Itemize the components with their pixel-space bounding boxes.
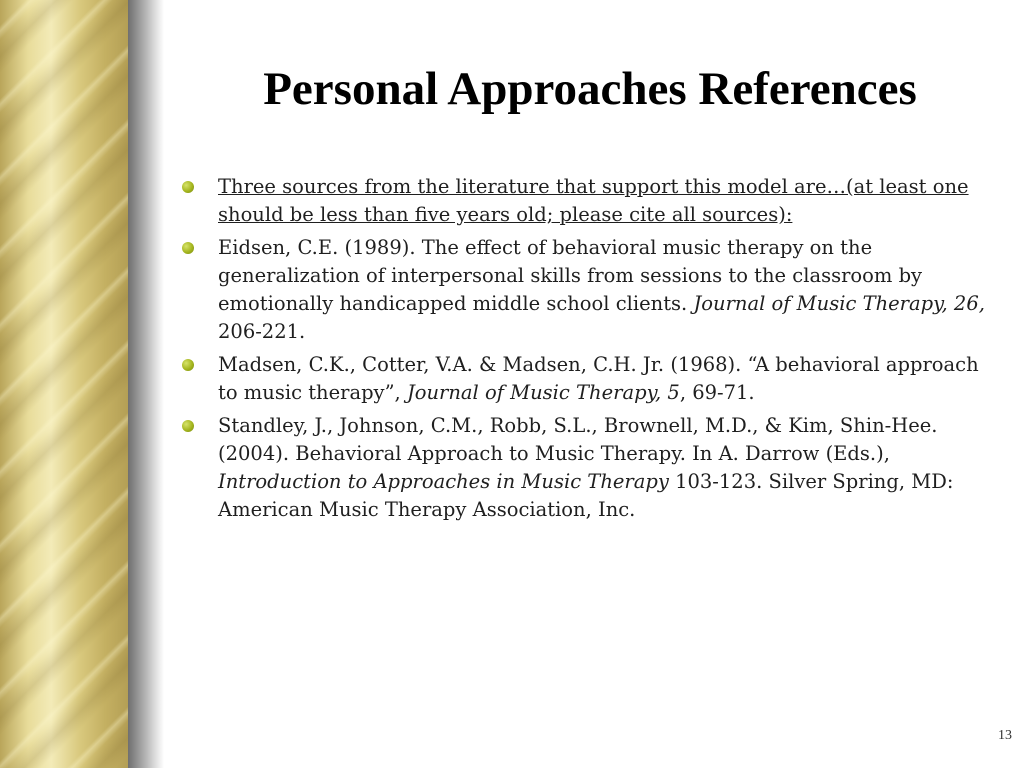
bullet-dot-icon [182,181,194,193]
reference-book-title: Introduction to Approaches in Music Therapy [218,470,669,493]
reference-publisher: 103-123. Silver Spring, MD: American Music Therapy Association, Inc. [218,470,954,521]
reference-list [182,173,997,529]
list-item-intro [182,173,997,229]
reference-text: Eidsen, C.E. (1989). The effect of behavioral music therapy on the generalization of interpersonal skills from sessions to the classroom by emotionally handicapped middle school clients. [218,236,923,315]
bullet-dot-icon [182,359,194,371]
reference-text: Madsen, C.K., Cotter, V.A. & Madsen, C.H. Jr. (1968). “A behavioral approach to music therapy”, [218,353,979,404]
bullet-dot-icon [182,242,194,254]
reference-pages: , 69-71. [679,381,755,404]
reference-pages: 206-221. [218,320,306,343]
page-number: 13 [998,728,1012,743]
decorative-gold-sidebar [0,0,128,768]
reference-text: Standley, J., Johnson, C.M., Robb, S.L., Brownell, M.D., & Kim, Shin-Hee. (2004). Behavioral Approach to Music Therapy. In A. Darrow (Eds.), [218,414,938,465]
sidebar-shadow [128,0,164,768]
list-item-reference-madsen [182,351,997,407]
bullet-dot-icon [182,420,194,432]
list-item-reference-eidsen [182,234,997,346]
reference-journal: Journal of Music Therapy, 5 [406,381,680,404]
list-item-reference-standley [182,412,997,524]
reference-journal: Journal of Music Therapy, 26, [693,292,985,315]
slide-title: Personal Approaches References [263,63,917,115]
intro-text: Three sources from the literature that support this model are…(at least one should be less than five years old; please cite all sources): [218,175,969,226]
